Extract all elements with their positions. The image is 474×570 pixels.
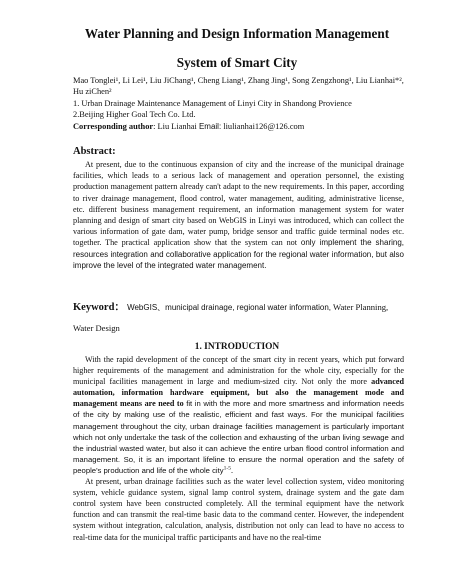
intro-p1-b: advanced automation, information hardware equipment, but also the management mode and management means are need to <box>73 377 404 409</box>
keyword-list-sans: WebGIS、municipal drainage, regional water information, <box>127 303 332 312</box>
email-address: liulianhai126@126.com <box>223 121 305 131</box>
keyword-label: Keyword： <box>73 302 125 313</box>
paper-title-line1: Water Planning and Design Information Management <box>84 26 390 41</box>
intro-p1-d: undertake <box>124 432 157 442</box>
keyword-block <box>73 297 404 338</box>
affiliation-1: 1. Urban Drainage Maintenance Management of Linyi City in Shandong Provience <box>73 98 352 108</box>
author-block <box>73 75 404 132</box>
abstract-heading: Abstract: <box>73 146 116 157</box>
intro-p1-c: fit in with the more and more smartness and information needs of the city by making use of the realistic, efficient and fast ways. For the municipal facilities management throughout the city, urban drainage facilities management is particularly important which not only <box>73 399 404 442</box>
abstract-text: At present, due to the continuous expansion of city and the increase of the municipal drainage facilities, which leads to a serious lack of management and operation personnel, the existing production management pattern already can't adapt to the new requirements. In this paper, according to river drainage management, flood control, water management, auditing, administrative license, etc. different business management requirement, an information management system for water planning and design of smart city based on WebGIS in Linyi was introduced, which can collect the various information of gate dam, water pump, bridge sensor and traffic guide terminal nodes etc. together. The practical application show that the system can not <box>73 160 404 248</box>
section-heading-introduction: 1. INTRODUCTION <box>194 342 280 352</box>
citation-superscript: 1-5 <box>223 465 231 472</box>
intro-p1-a: With the rapid development of the concept of the smart city in recent years, which put forward higher requirements of the management and administration for the whole city, especially for the municipal facilities management in large and medium-sized city. Not only the more <box>73 355 404 387</box>
author-list-line1: Mao Tonglei¹, Li Lei¹, Liu JiChang¹, Cheng Liang¹, Zhang Jing¹, Song Zengzhong¹, Liu Lianhai*², <box>73 76 404 85</box>
keyword-list-serif: Water Planning, Water Design <box>73 302 389 333</box>
introduction-body <box>73 354 404 543</box>
intro-paragraph-1: With the rapid development of the concept of the smart city in recent years, which put forward higher requirements of the management and administration for the whole city, especially for the municipal facilities management in large and medium-sized city. Not only the more advanced automation, information hardware equipment, but also the management mode and management means are need to fit in with the more and more smartness and information needs of the city by making use of the realistic, efficient and fast ways. For the municipal facilities management throughout the city, urban drainage facilities management is particularly important which not only undertake the task of the collection and exhausting of the urban living sewage and the industrial wasted water, but also it can achieve the entire urban flood control information and management. So, it is an important lifeline to ensure the normal operation and the safety of people's production and life of the whole city$^{1-5}$. <box>73 355 404 475</box>
author-list-line2: Hu ziChen² <box>73 87 112 97</box>
intro-p1-e: the task of the collection and exhausting of the urban living sewage and the industrial wasted water, but also it can achieve the entire urban flood control information and management. So, it is an important lifeline to ensure the normal operation and the safety of people's production and life of the whole city <box>73 432 404 475</box>
corresponding-label: Corresponding author <box>73 121 154 131</box>
paper-title-line2: System of Smart City <box>176 55 298 70</box>
intro-p2: At present, urban drainage facilities such as the water level collection system, video monitoring system, vehicle guidance system, signal lamp control system, drainage system and the gate dam control system have been constructed completely. All the terminal equipment have the network function and can transmit the real-time basic data to the command center. However, the independent system without integration, calculation, analysis, distribution not only can lead to have no access to real-time data for the municipal traffic participants and have no the real-time <box>73 477 404 542</box>
affiliation-2: 2.Beijing Higher Goal Tech Co. Ltd. <box>73 110 196 120</box>
intro-paragraph-2 <box>73 476 404 543</box>
abstract-body <box>73 159 404 271</box>
corresponding-author <box>73 121 404 132</box>
abstract-text-sans: only implement the sharing, resources integration and collaborative application for the regional water information, but also improve the level of the integrated water management. <box>73 238 405 270</box>
corresponding-name: : Liu Lianhai <box>153 121 197 131</box>
email-label: Email: <box>198 121 222 131</box>
